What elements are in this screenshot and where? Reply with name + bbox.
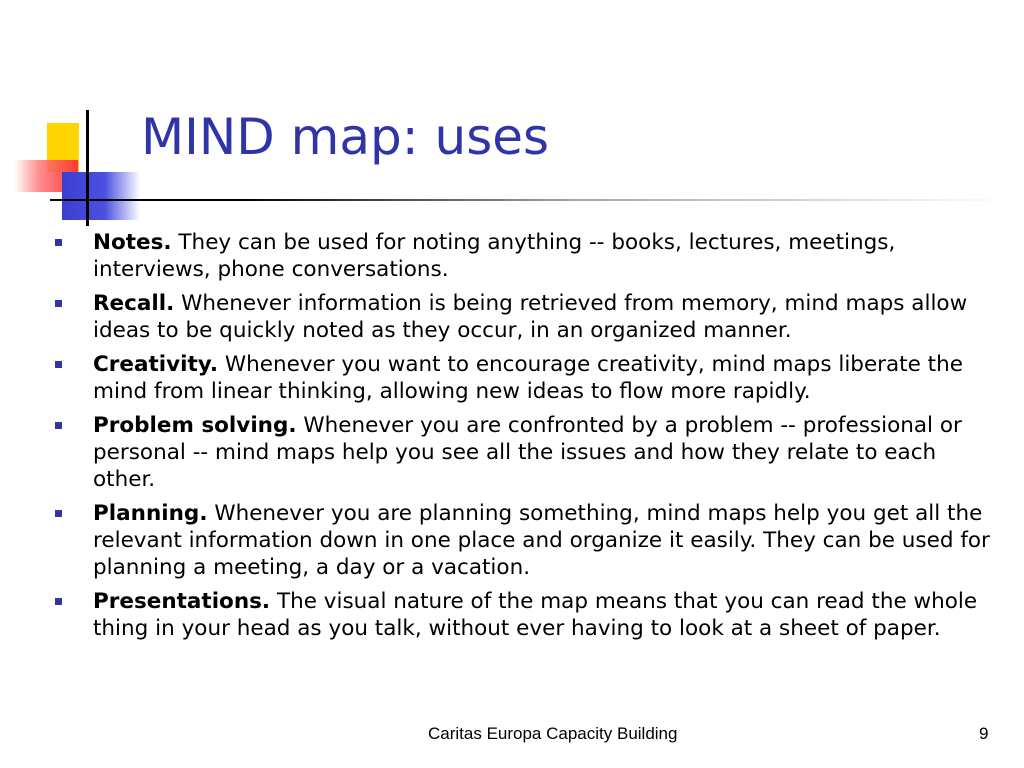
bullet-text: The visual nature of the map means that you can read the whole thing in your head as you talk, without ever having to look at a sheet of paper.	[93, 589, 978, 641]
page-number: 9	[979, 724, 989, 743]
bullet-term: Planning.	[93, 501, 208, 526]
bullet-term: Presentations.	[93, 589, 271, 614]
square-bullet-icon	[55, 361, 62, 368]
bullet-term: Notes.	[93, 230, 172, 255]
bullet-text: Whenever information is being retrieved from memory, mind maps allow ideas to be quickly noted as they occur, in an organized manner.	[93, 291, 968, 343]
square-bullet-icon	[55, 510, 62, 517]
bullet-term: Problem solving.	[93, 413, 297, 438]
square-bullet-icon	[55, 598, 62, 605]
title-underline	[50, 199, 1010, 201]
bullet-term: Recall.	[93, 291, 175, 316]
bullet-text: They can be used for noting anything -- books, lectures, meetings, interviews, phone conversations.	[93, 230, 896, 282]
footer-text: Caritas Europa Capacity Building	[428, 724, 678, 743]
bullet-text: Whenever you want to encourage creativity, mind maps liberate the mind from linear thinking, allowing new ideas to flow more rapidly.	[93, 352, 963, 404]
bullet-text: Whenever you are confronted by a problem -- professional or personal -- mind maps help you see all the issues and how they relate to each other.	[93, 413, 962, 492]
slide-title: MIND map: uses	[141, 108, 550, 166]
bullet-item-presentations	[55, 588, 1000, 642]
square-bullet-icon	[55, 300, 62, 307]
bullet-item-recall	[55, 290, 1000, 344]
bullet-term: Creativity.	[93, 352, 218, 377]
bullet-item-planning	[55, 500, 1000, 581]
bullet-item-problem-solving	[55, 412, 1000, 493]
decorative-vertical-line	[86, 110, 89, 226]
square-bullet-icon	[55, 239, 62, 246]
decorative-blue-square	[62, 172, 140, 220]
bullet-list	[55, 229, 1000, 649]
bullet-item-notes	[55, 229, 1000, 283]
bullet-text: Whenever you are planning something, mind maps help you get all the relevant information down in one place and organize it easily. They can be used for planning a meeting, a day or a vacation.	[93, 501, 990, 580]
square-bullet-icon	[55, 422, 62, 429]
bullet-item-creativity	[55, 351, 1000, 405]
